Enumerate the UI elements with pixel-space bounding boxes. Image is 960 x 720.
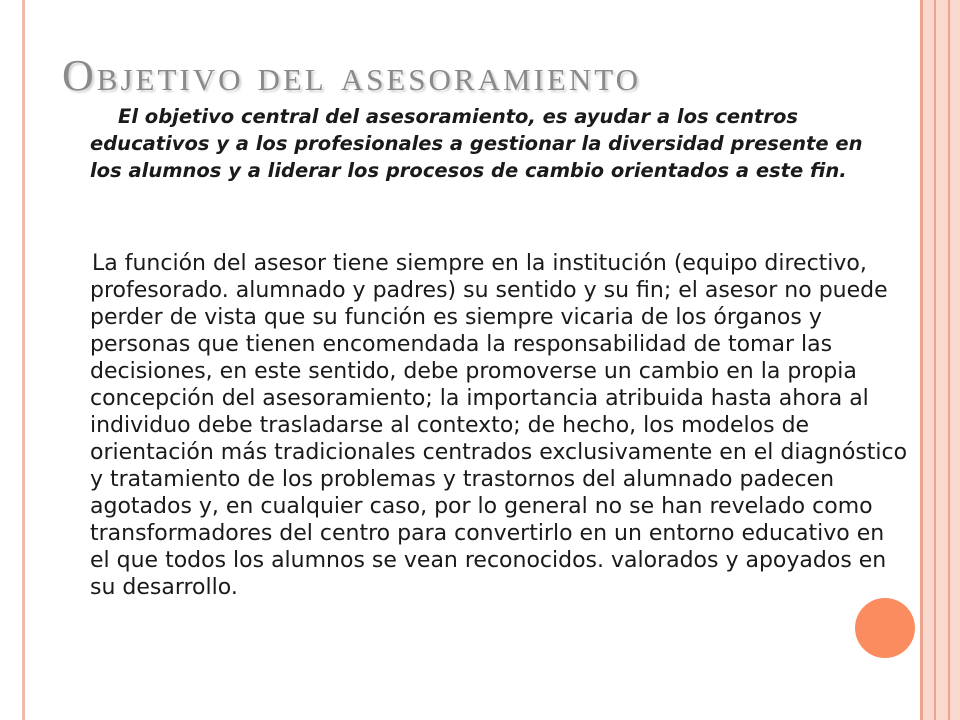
right-stripe bbox=[934, 0, 936, 720]
right-stripe bbox=[948, 0, 950, 720]
function-paragraph: La función del asesor tiene siempre en la institución (equipo directivo, profesorado. alumnado y padres) su sentido y su fin; el asesor no puede perder de vista que su función es siempre vicaria de los órganos y personas que tienen encomendada la responsabilidad de tomar las decisiones, en este sentido, debe promoverse un cambio en la propia concepción del asesoramiento; la importancia atribuida hasta ahora al individuo debe trasladarse al contexto; de hecho, los modelos de orientación más tradicionales centrados exclusivamente en el diagnóstico y tratamiento de los problemas y trastornos del alumnado padecen agotados y, en cualquier caso, por lo general no se han revelado como transformadores del centro para convertirlo en un entorno educativo en el que todos los alumnos se vean reconocidos. valorados y apoyados en su desarrollo. bbox=[90, 251, 908, 600]
orange-accent-circle bbox=[855, 598, 915, 658]
right-stripe bbox=[920, 0, 923, 720]
left-border-line bbox=[22, 0, 25, 720]
right-decorative-band bbox=[920, 0, 960, 720]
objective-paragraph: El objetivo central del asesoramiento, es ayudar a los centros educativos y a los profesionales a gestionar la diversidad presente en los alumnos y a liderar los procesos de cambio orientados a este fin. bbox=[90, 105, 863, 182]
slide-title: Objetivo del asesoramiento bbox=[62, 51, 641, 100]
